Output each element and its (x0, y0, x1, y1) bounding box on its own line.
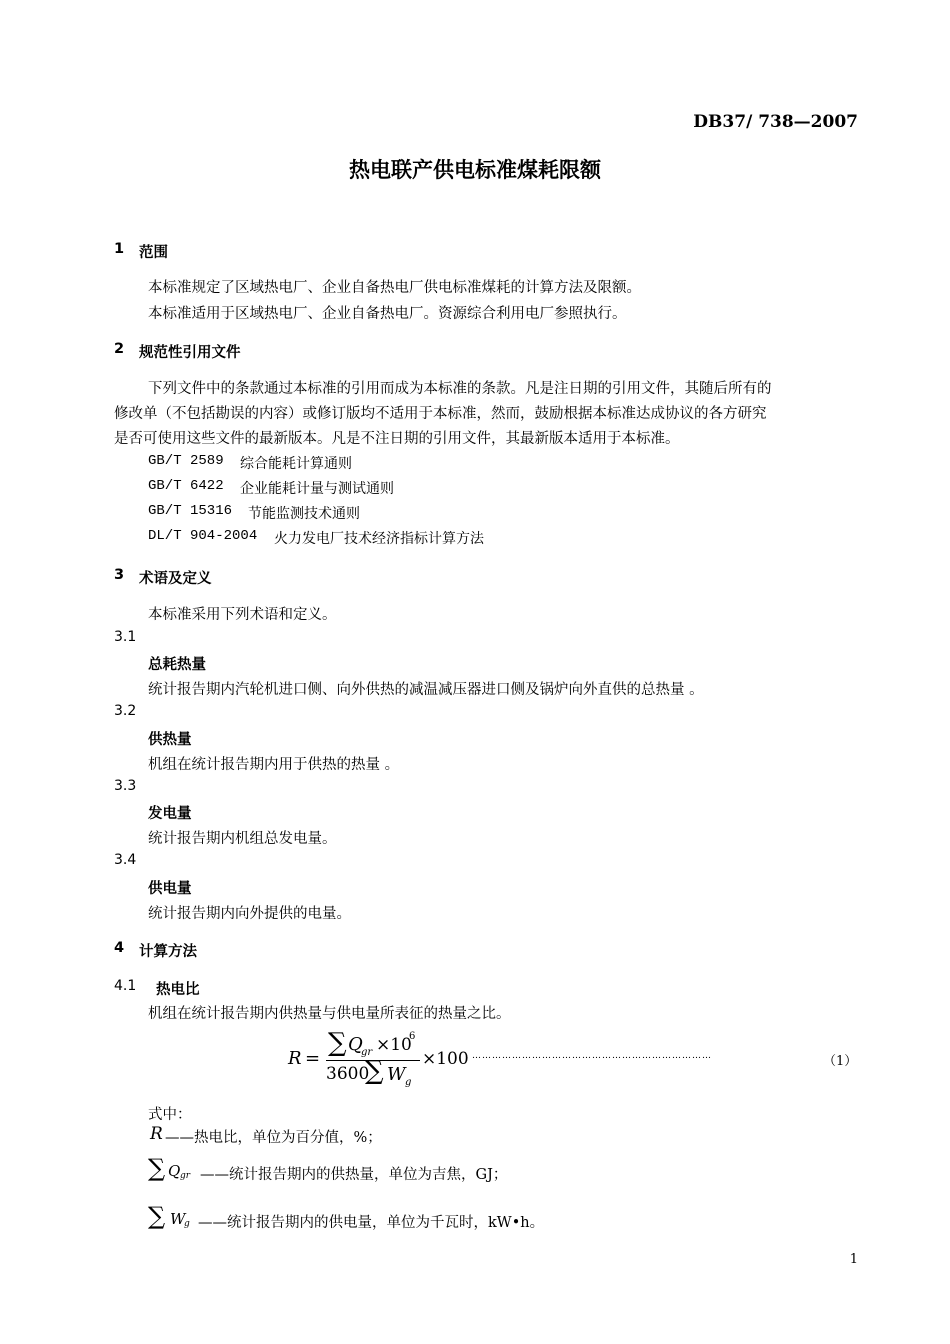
reference-code: DL/T 904-2004 (148, 528, 258, 544)
section-1-number: 1 (114, 241, 125, 257)
formula-1 (288, 1030, 858, 1090)
section-2-number: 2 (114, 341, 125, 357)
term-definition: 机组在统计报告期内用于供热的热量 。 (148, 757, 400, 773)
subsection-text: 机组在统计报告期内供热量与供电量所表征的热量之比。 (148, 1006, 511, 1022)
page-number: 1 (849, 1252, 858, 1267)
formula-equals: = (305, 1048, 321, 1069)
equation-number: （1） (823, 1054, 858, 1069)
variable-description: ——统计报告期内的供电量，单位为千瓦时，kW•h。 (198, 1215, 545, 1231)
term-definition: 统计报告期内汽轮机进口侧、向外供热的减温减压器进口侧及锅炉向外直供的总热量 。 (148, 682, 704, 698)
variable-description: ——统计报告期内的供热量，单位为吉焦，GJ； (200, 1167, 508, 1183)
term-name: 供热量 (148, 732, 192, 748)
term-name: 总耗热量 (148, 657, 206, 673)
variable-definition (148, 1202, 848, 1236)
formula-leader-dots: ……………………………………………………………… (472, 1051, 712, 1061)
term-number: 3.2 (114, 703, 137, 719)
variable-symbol: W (170, 1210, 186, 1228)
formula-denominator-const: 3600 (326, 1064, 370, 1084)
reference-code: GB/T 15316 (148, 503, 233, 519)
standard-code: DB37/ 738—2007 (693, 112, 858, 132)
reference-title: 综合能耗计算通则 (240, 456, 352, 472)
variable-symbol: Q (168, 1162, 181, 1180)
formula-denominator-sub: g (405, 1077, 412, 1088)
reference-code: GB/T 2589 (148, 453, 224, 469)
term-definition: 统计报告期内机组总发电量。 (148, 831, 337, 847)
formula-numerator-exp: 6 (409, 1031, 416, 1042)
section-2-paragraph-line: 是否可使用这些文件的最新版本。凡是不注日期的引用文件，其最新版本适用于本标准。 (114, 431, 680, 447)
formula-denominator-w: W (387, 1064, 406, 1085)
section-1-paragraph: 本标准适用于区域热电厂、企业自备热电厂。资源综合利用电厂参照执行。 (148, 306, 627, 322)
summation-icon: ∑ (148, 1154, 166, 1182)
term-name: 发电量 (148, 806, 192, 822)
section-2-heading: 规范性引用文件 (139, 345, 241, 361)
section-3-number: 3 (114, 567, 125, 583)
term-name: 供电量 (148, 881, 192, 897)
section-4-number: 4 (114, 940, 125, 956)
subsection-heading: 热电比 (156, 982, 200, 998)
term-definition: 统计报告期内向外提供的电量。 (148, 906, 351, 922)
variable-subscript: g (184, 1219, 190, 1229)
variable-description: ——热电比，单位为百分值，%； (165, 1130, 382, 1146)
reference-title: 企业能耗计量与测试通则 (240, 481, 394, 497)
summation-icon: ∑ (328, 1028, 347, 1058)
term-number: 3.1 (114, 629, 137, 645)
variable-subscript: gr (180, 1171, 191, 1181)
subsection-number: 4.1 (114, 978, 137, 994)
variable-definition (148, 1124, 848, 1150)
section-4-heading: 计算方法 (139, 944, 197, 960)
formula-times-100: ×100 (422, 1049, 469, 1069)
section-2-paragraph-line: 修改单（不包括勘误的内容）或修订版均不适用于本标准，然而，鼓励根据本标准达成协议的各方研究 (114, 406, 767, 422)
section-1-heading: 范围 (139, 245, 168, 261)
summation-icon: ∑ (148, 1202, 166, 1230)
reference-title: 火力发电厂技术经济指标计算方法 (274, 531, 484, 547)
term-number: 3.3 (114, 778, 137, 794)
section-1-paragraph: 本标准规定了区域热电厂、企业自备热电厂供电标准煤耗的计算方法及限额。 (148, 280, 641, 296)
where-label: 式中： (148, 1107, 192, 1123)
reference-code: GB/T 6422 (148, 478, 224, 494)
summation-icon: ∑ (365, 1056, 384, 1086)
variable-symbol: R (150, 1124, 163, 1144)
section-3-heading: 术语及定义 (139, 571, 212, 587)
section-2-paragraph-line: 下列文件中的条款通过本标准的引用而成为本标准的条款。凡是注日期的引用文件，其随后所有的 (148, 381, 772, 397)
page-title: 热电联产供电标准煤耗限额 (349, 158, 601, 182)
term-number: 3.4 (114, 852, 137, 868)
section-3-intro: 本标准采用下列术语和定义。 (148, 607, 337, 623)
formula-numerator-sub: gr (361, 1047, 373, 1058)
formula-lhs: R (288, 1048, 302, 1069)
variable-definition (148, 1154, 848, 1188)
reference-title: 节能监测技术通则 (248, 506, 360, 522)
formula-numerator-times: ×10 (376, 1035, 412, 1055)
formula-numerator-q: Q (348, 1034, 363, 1055)
